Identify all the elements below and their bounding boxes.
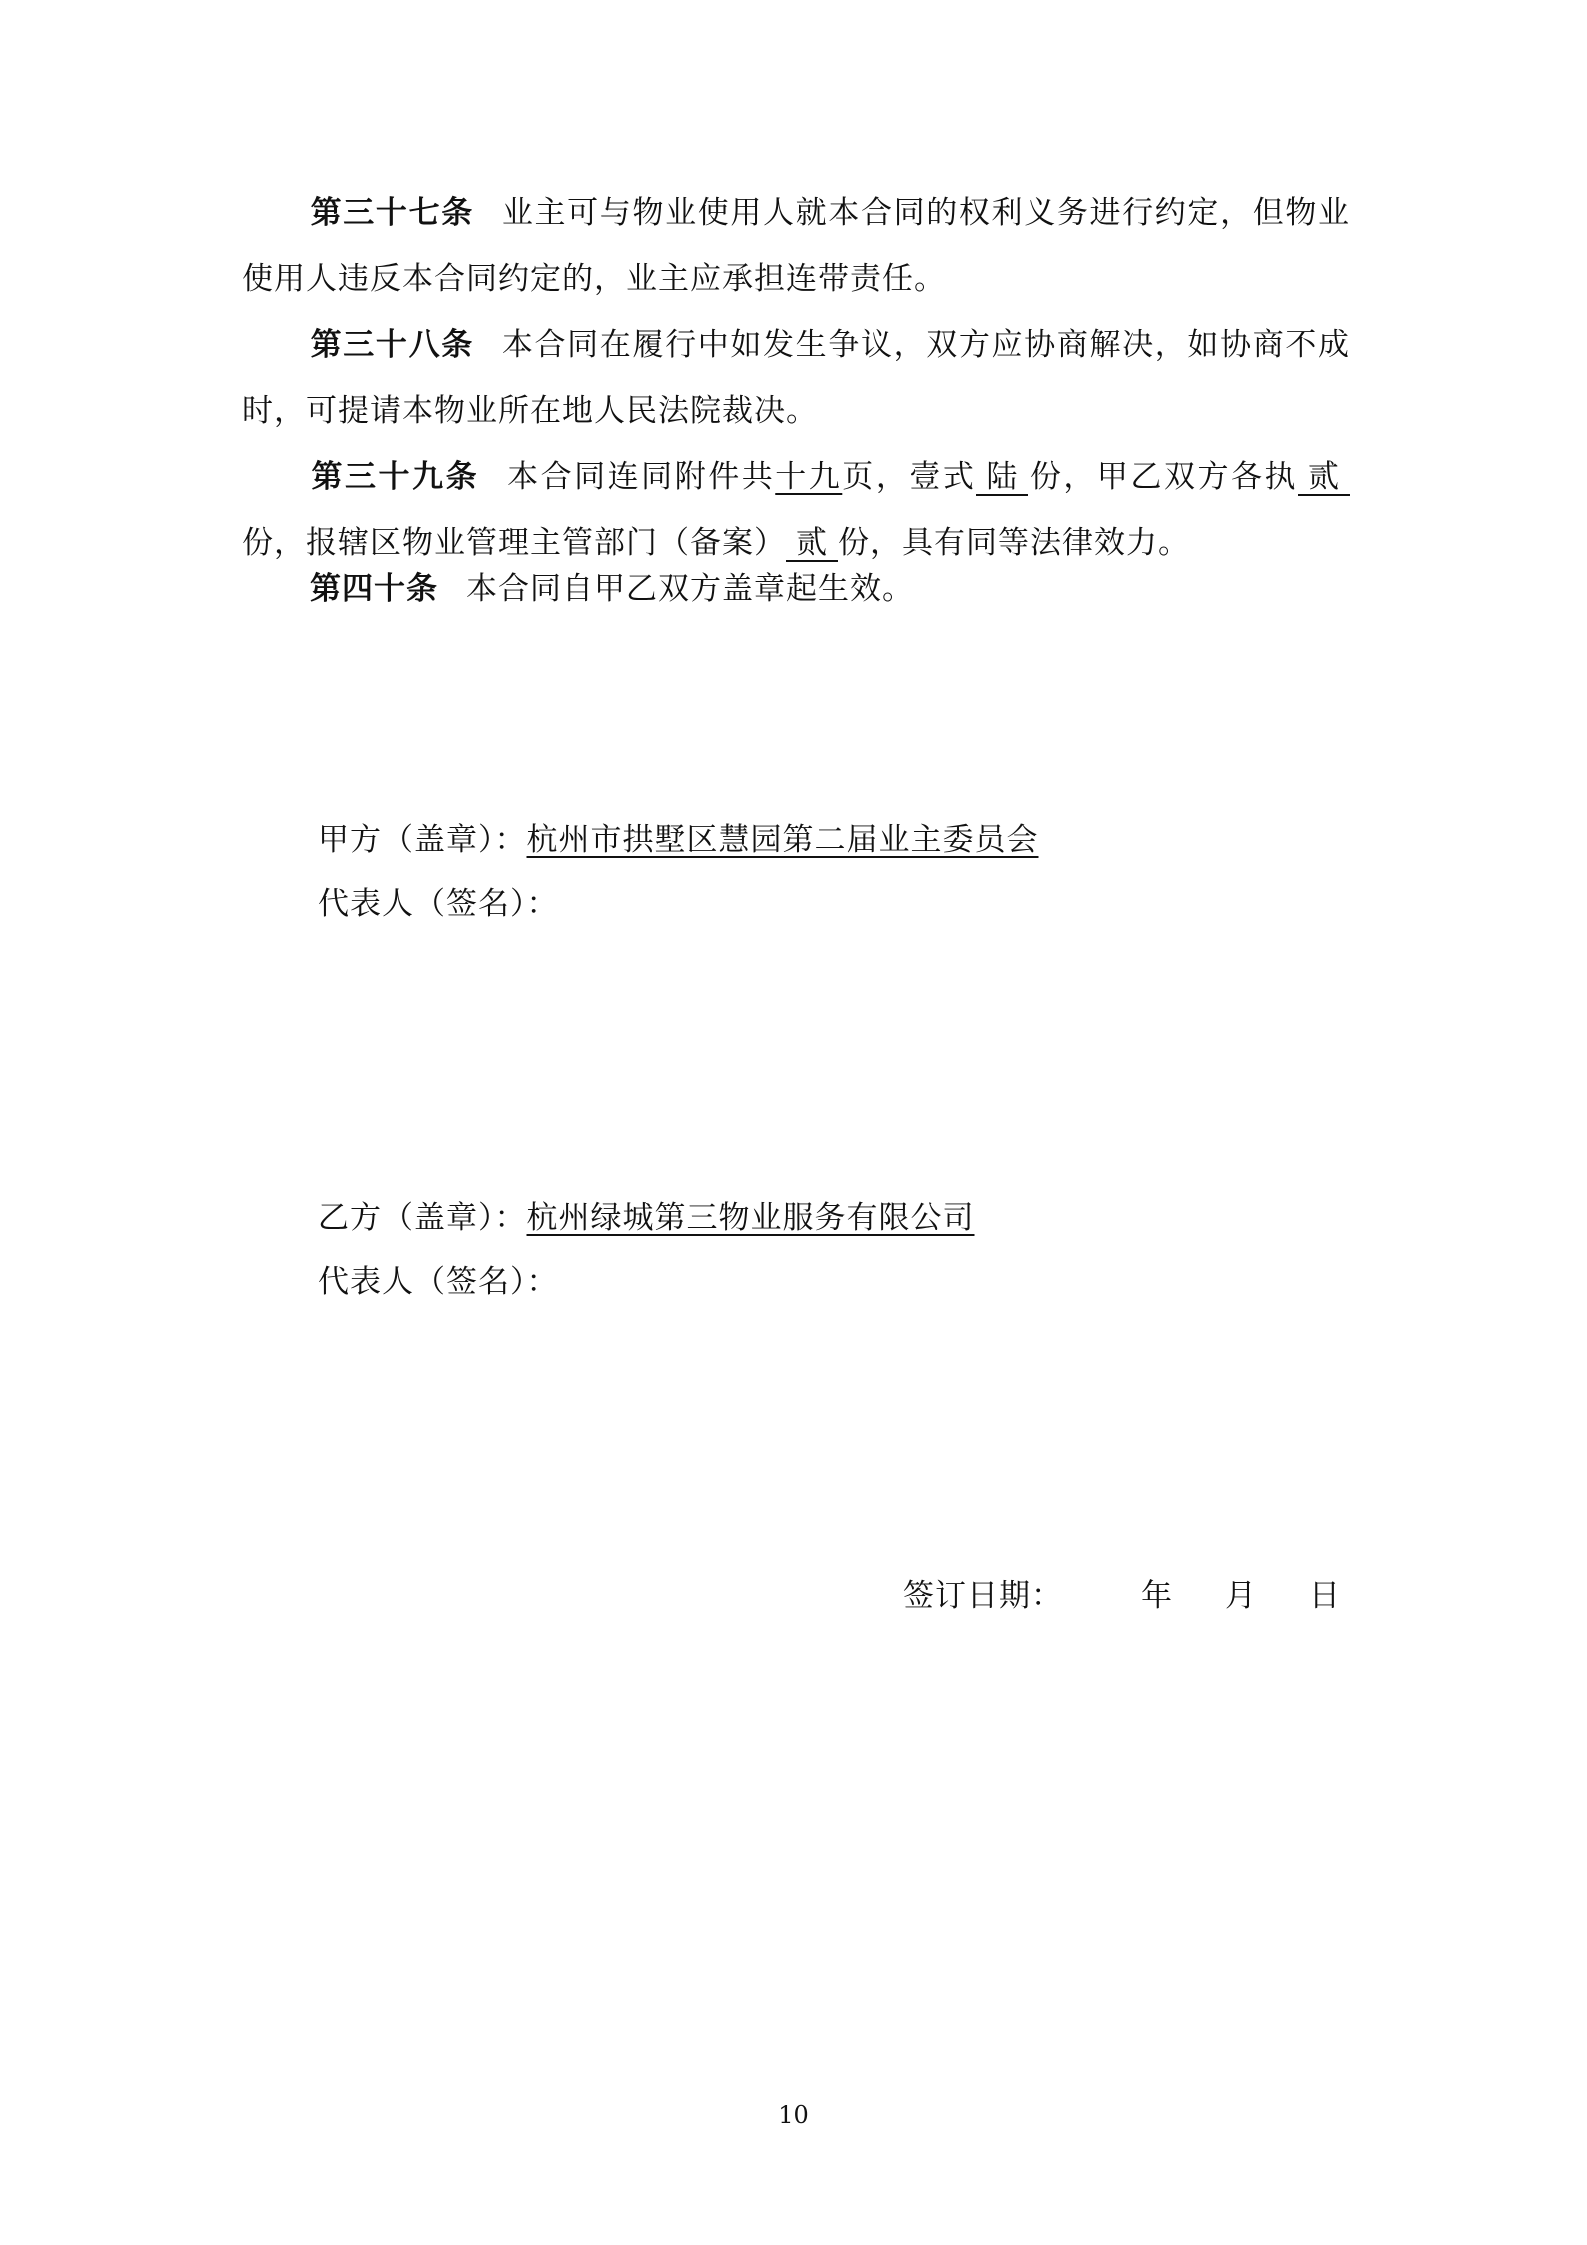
article-39-text-3: 份，甲乙双方各执 [1028, 459, 1299, 495]
copies-field: 陆 [976, 460, 1028, 496]
article-39-text-1: 本合同连同附件共 [507, 459, 776, 495]
page-number: 10 [778, 2101, 809, 2129]
date-year: 年 [1141, 1578, 1173, 1614]
page-count-field: 十九 [775, 459, 843, 495]
article-40-text: 本合同自甲乙双方盖章起生效。 [466, 571, 914, 607]
party-a-name: 杭州市拱墅区慧园第二届业主委员会 [526, 822, 1039, 858]
article-40 [242, 556, 1350, 622]
article-37 [242, 180, 1350, 312]
signing-date-label: 签订日期： [903, 1578, 1063, 1614]
party-b-name: 杭州绿城第三物业服务有限公司 [526, 1200, 975, 1236]
article-37-label: 第三十七条 [310, 195, 474, 231]
article-39-label: 第三十九条 [310, 459, 480, 495]
copies-each-field: 贰 [1298, 460, 1350, 496]
article-38-label: 第三十八条 [310, 327, 474, 363]
party-a-representative: 代表人（签名）： [318, 886, 559, 922]
article-40-label: 第四十条 [310, 571, 438, 607]
signing-date [903, 1576, 1341, 1616]
party-b-label: 乙方（盖章）： [318, 1200, 527, 1236]
party-b-representative: 代表人（签名）： [318, 1264, 559, 1300]
date-month: 月 [1225, 1578, 1257, 1614]
article-39-text-2: 页，壹式 [842, 459, 977, 495]
article-38-text: 本合同在履行中如发生争议，双方应协商解决，如协商不成时，可提请本物业所在地人民法院裁决。 [242, 327, 1351, 429]
article-38 [242, 312, 1350, 444]
article-39-text-4: 份，报辖区物业管理主管部门（备案） [242, 525, 786, 561]
party-a-line [318, 820, 1039, 860]
article-37-text: 业主可与物业使用人就本合同的权利义务进行约定，但物业使用人违反本合同约定的，业主应承担连带责任。 [242, 195, 1351, 297]
party-a-label: 甲方（盖章）： [318, 822, 527, 858]
copies-filed-field: 贰 [786, 526, 838, 562]
party-b-line [318, 1198, 975, 1238]
article-39-text-5: 份，具有同等法律效力。 [838, 525, 1190, 561]
date-day: 日 [1309, 1578, 1341, 1614]
